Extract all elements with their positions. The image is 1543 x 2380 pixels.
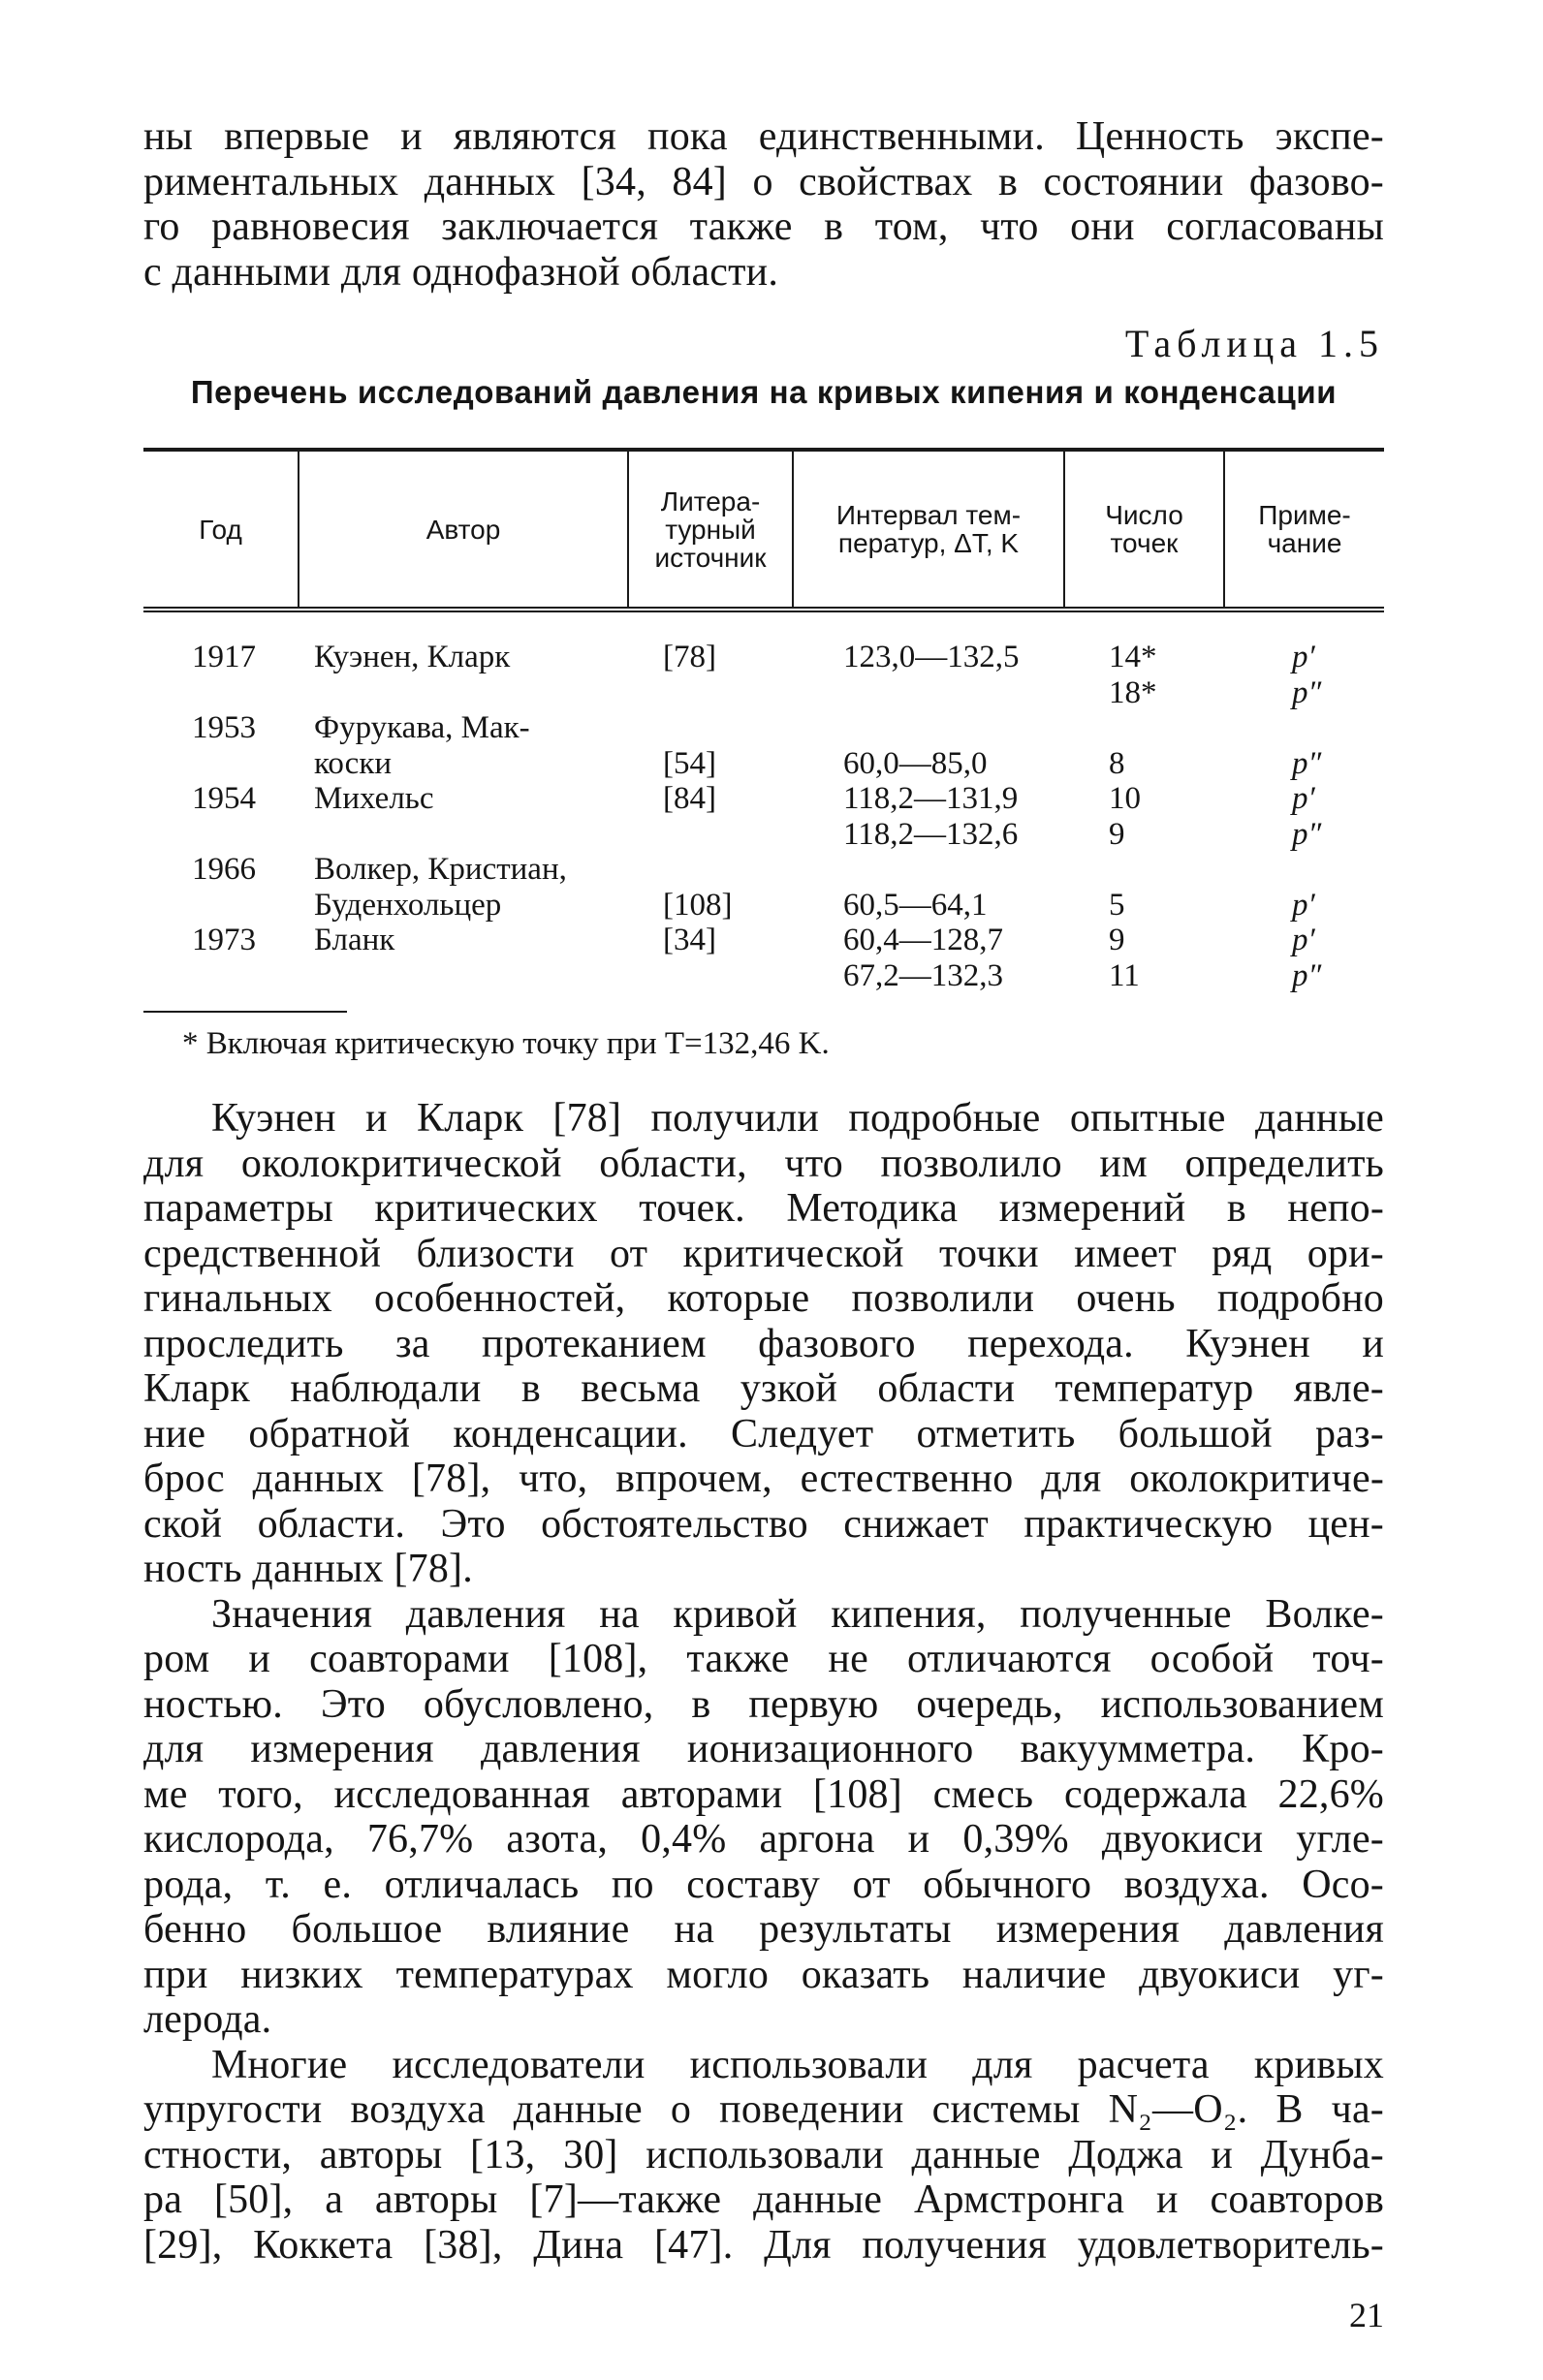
cell-source: [34] (663, 923, 716, 957)
cell-points: 10 (1109, 781, 1141, 816)
cell-note: p″ (1292, 957, 1322, 993)
cell-year (143, 958, 299, 994)
table-row (143, 610, 1384, 675)
cell-author: Михельс (314, 781, 434, 816)
table-label: Таблица 1.5 (1124, 322, 1384, 365)
text-line: для околокритической области, что позволило им определить (143, 1141, 1384, 1186)
table-row (143, 958, 1384, 994)
cell-range: 118,2—131,9 (843, 781, 1019, 816)
cell-range: 67,2—132,3 (843, 957, 1003, 993)
text-line: при низких температурах могло оказать наличие двуокиси уг- (143, 1952, 1384, 1997)
spacer (143, 1063, 1384, 1096)
cell-author: Буденхольцер (314, 887, 502, 923)
table-row (143, 710, 1384, 746)
cell-source (628, 852, 793, 888)
text-line: ской области. Это обстоятельство снижает практическую цен- (143, 1501, 1384, 1547)
table-title: Перечень исследований давления на кривых кипения и конденсации (190, 374, 1338, 410)
cell-year (143, 675, 299, 711)
text-line: гинальных особенностей, которые позволили очень подробно (143, 1276, 1384, 1321)
text-line: параметры критических точек. Методика измерений в непо- (143, 1186, 1384, 1231)
text-line: бенно большое влияние на результаты измерения давления (143, 1907, 1384, 1952)
cell-range: 60,5—64,1 (843, 887, 988, 923)
text-line: ром и соавторами [108], также не отличаются особой точ- (143, 1637, 1384, 1681)
text-line: Кларк наблюдали в весьма узкой области температур явле- (143, 1366, 1384, 1411)
cell-points: 8 (1109, 745, 1125, 781)
cell-year: 1966 (192, 852, 256, 887)
text-line: ностью. Это обусловлено, в первую очередь, использованием (143, 1681, 1384, 1727)
text-line: Куэнен и Кларк [78] получили подробные опытные данные (211, 1096, 1384, 1141)
text-line: го равновесия заключается также в том, что они согласованы (143, 204, 1384, 249)
paragraph-kuenen-clark (143, 1096, 1384, 1592)
cell-points: 11 (1109, 957, 1140, 993)
cell-source (628, 675, 793, 711)
cell-range: 60,0—85,0 (843, 745, 988, 781)
text-line: брос данных [78], что, впрочем, естественно для околокритиче- (143, 1456, 1384, 1501)
table-row (143, 888, 1384, 924)
cell-author: Фурукава, Мак- (314, 710, 530, 745)
data-table (143, 448, 1384, 993)
cell-points: 18* (1109, 674, 1157, 710)
paragraph-walker (143, 1592, 1384, 2043)
table-row (143, 923, 1384, 958)
cell-year (143, 746, 299, 782)
table-footnote: * Включая критическую точку при T=132,46 K. (182, 1026, 830, 1061)
table-row (143, 746, 1384, 782)
text-line: ра [50], а авторы [7]—также данные Армстронга и соавторов (143, 2177, 1384, 2222)
text-line: стности, авторы [13, 30] использовали данные Доджа и Дунба- (143, 2132, 1384, 2177)
cell-year: 1954 (192, 781, 256, 816)
text-line: Значения давления на кривой кипения, полученные Волке- (211, 1591, 1384, 1637)
page-number: 21 (1349, 2296, 1384, 2334)
table-row (143, 781, 1384, 817)
header-note: Приме- чание (1224, 450, 1384, 610)
cell-year: 1917 (192, 640, 256, 674)
cell-note: p′ (1292, 640, 1315, 674)
cell-source: [108] (663, 887, 733, 923)
text-line: средственной близости от критической точки имеет ряд ори- (143, 1231, 1384, 1276)
cell-note: p″ (1292, 674, 1322, 710)
cell-range: 60,4—128,7 (843, 923, 1003, 957)
text-line: для измерения давления ионизационного вакуумметра. Кро- (143, 1727, 1384, 1771)
cell-points (1064, 852, 1224, 888)
cell-note: p″ (1292, 745, 1322, 781)
header-source: Литера- турный источник (628, 450, 793, 610)
table-header-row (143, 450, 1384, 610)
text-line: ность данных [78]. (143, 1547, 473, 1591)
cell-note: p′ (1292, 923, 1315, 957)
text-line: ме того, исследованная авторами [108] смесь содержала 22,6% (143, 1771, 1384, 1817)
cell-points: 9 (1109, 923, 1125, 957)
footnote-rule (143, 1011, 347, 1013)
cell-range: 118,2—132,6 (843, 816, 1019, 852)
cell-note (1224, 852, 1384, 888)
header-author: Автор (299, 450, 628, 610)
cell-range (793, 852, 1064, 888)
header-range: Интервал тем- ператур, ΔT, K (793, 450, 1064, 610)
cell-author (299, 817, 628, 853)
cell-note (1224, 710, 1384, 746)
cell-range: 123,0—132,5 (843, 640, 1020, 674)
text-line: ны впервые и являются пока единственными. Ценность экспе- (143, 114, 1384, 159)
text-line: Многие исследователи использовали для расчета кривых (211, 2042, 1384, 2087)
cell-year: 1973 (192, 923, 256, 957)
cell-note: p′ (1292, 781, 1315, 816)
cell-range (793, 710, 1064, 746)
cell-author: Куэнен, Кларк (314, 640, 511, 674)
table-row (143, 852, 1384, 888)
cell-source (628, 958, 793, 994)
text-line: лерода. (143, 1997, 272, 2042)
cell-year: 1953 (192, 710, 256, 745)
cell-points: 9 (1109, 816, 1125, 852)
paragraph-n2-o2 (143, 2043, 1384, 2269)
text-line: ние обратной конденсации. Следует отметить большой раз- (143, 1411, 1384, 1456)
cell-source: [84] (663, 781, 716, 816)
cell-author (299, 958, 628, 994)
cell-points: 5 (1109, 887, 1125, 923)
cell-note: p′ (1292, 887, 1315, 923)
cell-points (1064, 710, 1224, 746)
cell-source: [78] (663, 640, 716, 674)
intro-paragraph (143, 114, 1384, 295)
cell-points: 14* (1109, 640, 1157, 674)
text-line: проследить за протеканием фазового перехода. Куэнен и (143, 1321, 1384, 1366)
text-line: упругости воздуха данные о поведении системы N₂—O₂. В ча- (143, 2087, 1384, 2132)
book-page (143, 114, 1384, 2334)
text-line: риментальных данных [34, 84] о свойствах в состоянии фазово- (143, 159, 1384, 204)
cell-year (143, 888, 299, 924)
text-line: кислорода, 76,7% азота, 0,4% аргона и 0,39% двуокиси угле- (143, 1817, 1384, 1862)
header-year: Год (143, 450, 299, 610)
text-line: [29], Коккета [38], Дина [47]. Для получения удовлетворитель- (143, 2222, 1384, 2268)
table-row (143, 675, 1384, 711)
cell-author: Волкер, Кристиан, (314, 852, 567, 887)
cell-source (628, 710, 793, 746)
cell-author (299, 675, 628, 711)
cell-author: Бланк (314, 923, 395, 957)
cell-year (143, 817, 299, 853)
cell-author: коски (314, 745, 393, 781)
header-points: Число точек (1064, 450, 1224, 610)
text-line: с данными для однофазной области. (143, 249, 779, 295)
cell-source (628, 817, 793, 853)
cell-source: [54] (663, 745, 716, 781)
cell-range (793, 675, 1064, 711)
table-row (143, 817, 1384, 853)
cell-note: p″ (1292, 816, 1322, 852)
text-line: рода, т. е. отличалась по составу от обычного воздуха. Осо- (143, 1862, 1384, 1907)
